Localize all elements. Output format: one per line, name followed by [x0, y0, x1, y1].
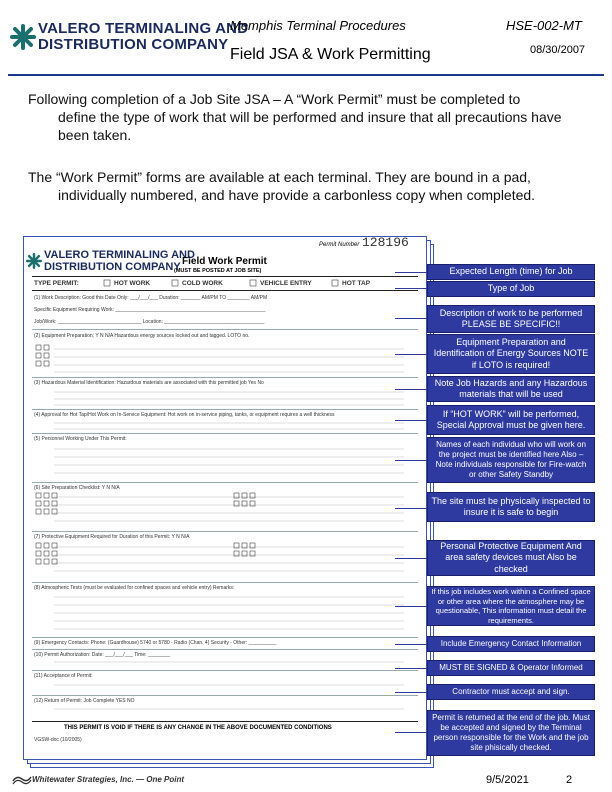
type-permit-label: TYPE PERMIT: — [34, 280, 79, 287]
hot-tap-option: HOT TAP — [342, 280, 371, 287]
form-row-hazmat: (3) Hazardous Material Identification: Hazardous materials are associated with this permitted job Yes No — [34, 380, 264, 386]
form-row-hot-tap-approval: (4) Approval for Hot Tap/Hot Work on In-Service Equipment: Hot work on in-service piping, tanks, or equipment requires a well thickness — [34, 412, 335, 418]
form-row-emergency-contacts: (9) Emergency Contacts: Phone: (Guardhouse) 5740 or 5780 - Radio (Chan. 4) Security - Other: __________ — [34, 640, 277, 646]
logo-asterisk-icon — [10, 24, 36, 50]
callout-connector — [395, 668, 427, 669]
form-row-authorization: (10) Permit Authorization: Date: ___/___/___ Time: ________ — [34, 652, 171, 658]
callout-emergency-contact: Include Emergency Contact Information — [427, 636, 595, 652]
form-row-site-prep: (6) Site Preparation Checklist: Y N N/A — [34, 485, 120, 491]
callout-expected-length: Expected Length (time) for Job — [427, 264, 595, 280]
callout-personnel: Names of each individual who will work on the project must be identified here Also – Note individuals responsible for Fire-watch or other Safety Standby — [427, 437, 595, 483]
callout-contractor: Contractor must accept and sign. — [427, 684, 595, 700]
company-name-line1: VALERO TERMINALING AND — [38, 20, 249, 37]
callout-connector — [395, 288, 427, 289]
permit-number: 128196 — [362, 236, 409, 250]
form-title: Field Work Permit — [182, 256, 267, 267]
field-work-permit-form — [23, 236, 427, 760]
callout-connector — [395, 692, 427, 693]
callout-connector — [395, 732, 427, 733]
callout-connector — [395, 508, 427, 509]
permit-number-label: Permit Number — [319, 242, 360, 248]
form-code: VGSW-doc (10/2005) — [34, 737, 82, 743]
page-title: Field JSA & Work Permitting — [230, 46, 431, 63]
form-row-return: (12) Return of Permit: Job Complete YES NO — [34, 698, 135, 704]
header-rule — [8, 74, 604, 76]
form-checklist-lines — [24, 237, 426, 759]
cold-work-option: COLD WORK — [182, 280, 223, 287]
form-void-note: THIS PERMIT IS VOID IF THERE IS ANY CHANGE IN THE ABOVE DOCUMENTED CONDITIONS — [64, 725, 332, 731]
form-row-acceptance: (11) Acceptance of Permit: — [34, 673, 93, 679]
form-row-equipment-prep: (2) Equipment Preparation: Y N N/A Hazardous energy sources locked out and tagged. LOTO no. — [34, 333, 250, 339]
callout-type-of-job: Type of Job — [427, 281, 595, 297]
form-row-job-location: Job/Work: ______________________________ Location: ____________________________________ — [34, 319, 265, 325]
form-row-atmospheric-tests: (8) Atmospheric Tests (must be evaluated for confined spaces and vehicle entry) Remarks: — [34, 585, 235, 591]
doc-date: 08/30/2007 — [530, 44, 586, 56]
footer-logo-icon — [12, 773, 32, 785]
callout-equipment-prep: Equipment Preparation and Identification of Energy Sources NOTE if LOTO is required! — [427, 334, 595, 374]
procedures-label: Memphis Terminal Procedures — [230, 18, 406, 33]
form-row-equipment: Specific Equipment Requiring Work: ______________________________________________________ — [34, 307, 266, 313]
company-logo — [10, 18, 249, 58]
vehicle-entry-option: VEHICLE ENTRY — [260, 280, 312, 287]
callout-work-description: Description of work to be performed PLEASE BE SPECIFIC!! — [427, 305, 595, 333]
doc-code: HSE-002-MT — [506, 18, 582, 33]
form-company-line1: VALERO TERMINALING AND — [44, 249, 195, 261]
callout-hazards: Note Job Hazards and any Hazardous materials that will be used — [427, 376, 595, 402]
forms-line-rest: individually numbered, and have provide a carbonless copy when completed. — [58, 187, 536, 203]
callout-confined-space: If this job includes work within a Confined space or other area where the atmosphere may be questionable, This information must detail the requirements. — [427, 586, 595, 626]
callout-connector — [395, 558, 427, 559]
footer-date: 9/5/2021 — [486, 774, 529, 786]
intro-line-rest: define the type of work that will be performed and insure that all precautions have been taken. — [58, 109, 562, 143]
callout-connector — [395, 606, 427, 607]
company-name-line2: DISTRIBUTION COMPANY — [38, 36, 229, 53]
callout-connector — [395, 460, 427, 461]
callout-connector — [395, 354, 427, 355]
page-number: 2 — [566, 774, 573, 786]
intro-line-first: Following completion of a Job Site JSA – A “Work Permit” must be completed to — [28, 91, 521, 107]
form-row-personnel: (5) Personnel Working Under This Permit: — [34, 436, 127, 442]
intro-paragraph — [28, 90, 588, 144]
forms-paragraph — [28, 168, 588, 204]
callout-signed: MUST BE SIGNED & Operator Informed — [427, 660, 595, 676]
footer-company: Whitewater Strategies, Inc. — One Point — [32, 775, 185, 784]
form-row-work-description: (1) Work Description: Good this Date Only: ___/___/___ Duration: _______ AM/PM TO ________ AM/PM — [34, 295, 268, 301]
callout-connector — [395, 644, 427, 645]
form-posted-note: (MUST BE POSTED AT JOB SITE) — [174, 268, 262, 274]
hot-work-option: HOT WORK — [114, 280, 151, 287]
callout-connector — [395, 318, 427, 319]
form-company-line2: DISTRIBUTION COMPANY — [44, 261, 181, 273]
callout-connector — [395, 389, 427, 390]
callout-return: Permit is returned at the end of the job. Must be accepted and signed by the Terminal person responsible for the Work and the job site phisically checked. — [427, 710, 595, 756]
callout-connector — [395, 420, 427, 421]
callout-connector — [395, 272, 427, 273]
callout-ppe: Personal Protective Equipment And area safety devices must Also be checked — [427, 540, 595, 576]
callout-site-inspection: The site must be physically inspected to insure it is safe to begin — [427, 492, 595, 522]
callout-hot-work: If “HOT WORK” will be performed, Special Approval must be given here. — [427, 405, 595, 435]
form-row-ppe: (7) Protective Equipment Required for Duration of this Permit: Y N N/A — [34, 534, 190, 540]
forms-line-first: The “Work Permit” forms are available at each terminal. They are bound in a pad, — [28, 169, 531, 185]
